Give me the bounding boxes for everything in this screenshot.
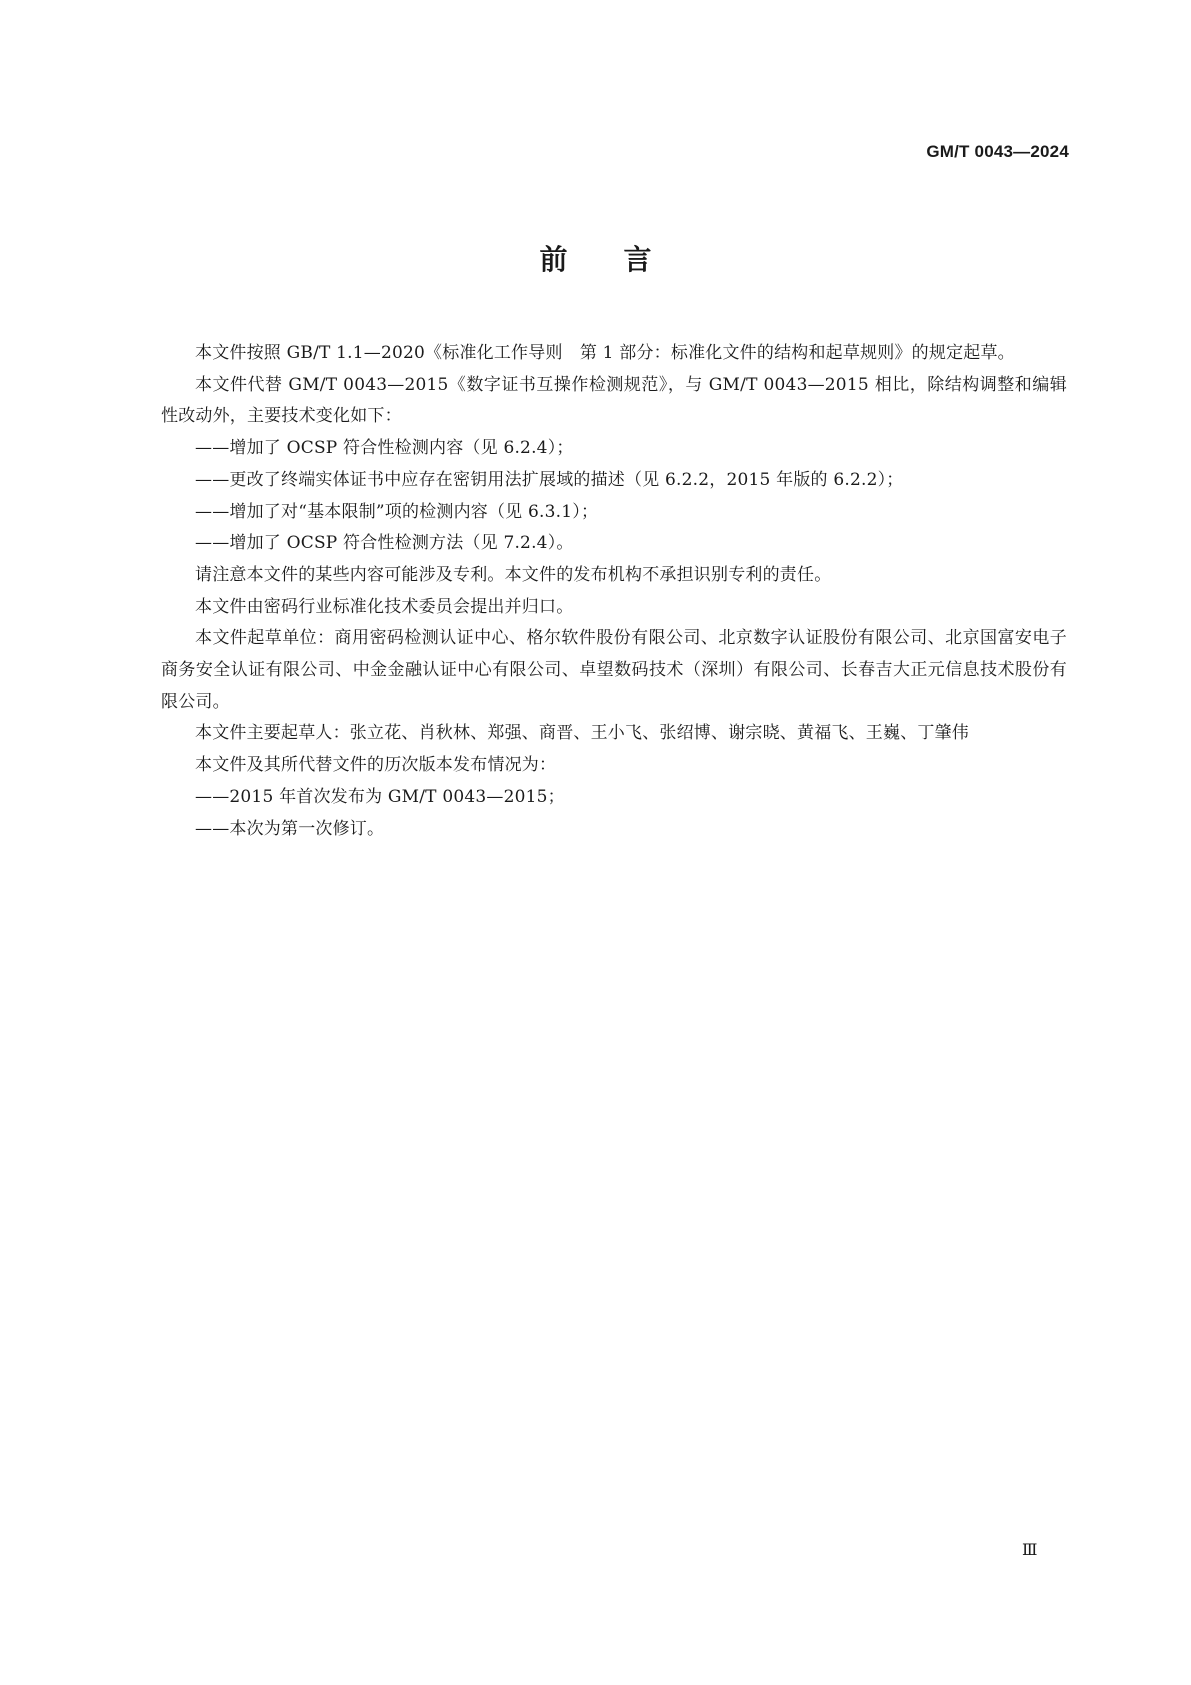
page-title: 前言 <box>539 243 708 276</box>
history-item: ——2015 年首次发布为 GM/T 0043—2015； <box>195 786 565 807</box>
paragraph-proposer: 本文件由密码行业标准化技术委员会提出并归口。 <box>195 596 574 617</box>
change-item: ——增加了对“基本限制”项的检测内容（见 6.3.1）； <box>195 501 599 522</box>
paragraph-drafters: 本文件主要起草人：张立花、肖秋林、郑强、商晋、王小飞、张绍博、谢宗晓、黄福飞、王巍、丁肇伟 <box>195 723 969 744</box>
paragraph-patent-notice: 请注意本文件的某些内容可能涉及专利。本文件的发布机构不承担识别专利的责任。 <box>195 564 832 585</box>
paragraph-drafting-rules: 本文件按照 GB/T 1.1—2020《标准化工作导则 第 1 部分：标准化文件的结构和起草规则》的规定起草。 <box>195 343 1015 363</box>
document-code: GM/T 0043—2024 <box>926 142 1069 161</box>
history-item: ——本次为第一次修订。 <box>195 818 385 839</box>
paragraph-version-history: 本文件及其所代替文件的历次版本发布情况为： <box>195 755 557 776</box>
paragraph-drafting-units: 本文件起草单位：商用密码检测认证中心、格尔软件股份有限公司、北京数字认证股份有限公司、北京国富安电子商务安全认证有限公司、中金金融认证中心有限公司、卓望数码技术（深圳）有限公司、长春吉大正元信息技术股份有限公司。 <box>161 628 1067 712</box>
paragraph-replacement: 本文件代替 GM/T 0043—2015《数字证书互操作检测规范》，与 GM/T 0043—2015 相比，除结构调整和编辑性改动外，主要技术变化如下： <box>161 374 1067 427</box>
change-item: ——增加了 OCSP 符合性检测方法（见 7.2.4）。 <box>195 533 574 554</box>
change-item: ——增加了 OCSP 符合性检测内容（见 6.2.4）； <box>195 438 574 459</box>
foreword-body <box>161 338 1067 845</box>
change-item: ——更改了终端实体证书中应存在密钥用法扩展域的描述（见 6.2.2，2015 年版的 6.2.2）； <box>195 469 904 490</box>
page-number: Ⅲ <box>1022 1542 1038 1559</box>
